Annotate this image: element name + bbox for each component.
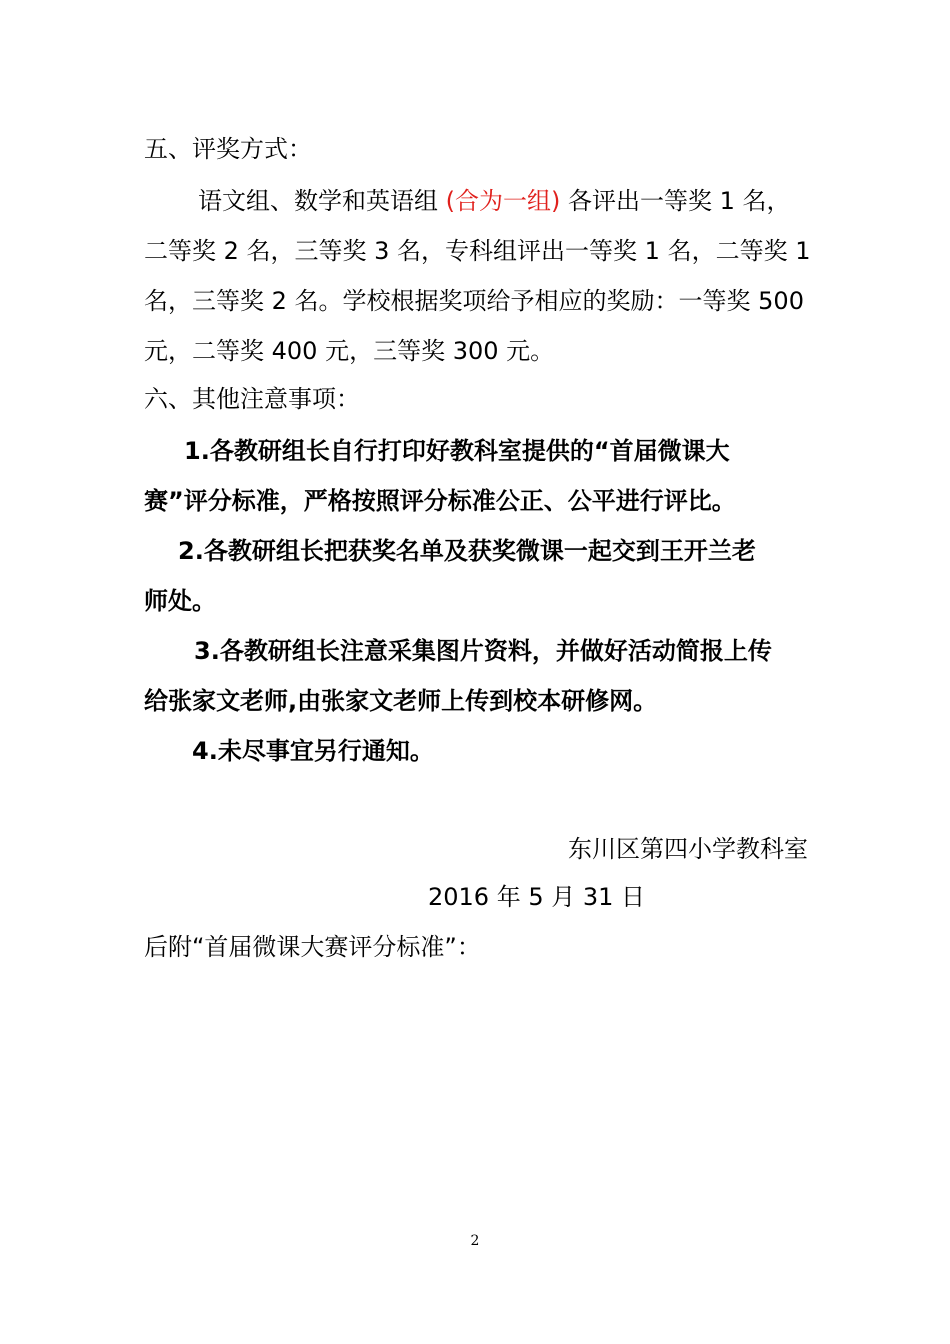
section5-paragraph-line4: 元，二等奖 400 元，三等奖 300 元。 bbox=[144, 337, 555, 365]
signature-org: 东川区第四小学教科室 bbox=[568, 835, 808, 863]
section5-heading: 五、评奖方式： bbox=[144, 135, 312, 163]
section5-paragraph-line1 bbox=[144, 184, 808, 218]
notice-item2-line2: 师处。 bbox=[144, 587, 216, 615]
section5-text-a: 语文组、数学和英语组 bbox=[198, 187, 438, 215]
notice-item1-line2: 赛”评分标准，严格按照评分标准公正、公平进行评比。 bbox=[144, 487, 736, 515]
notice-item1-line1: 1.各教研组长自行打印好教科室提供的“首届微课大 bbox=[184, 437, 730, 465]
notice-item3-line1: 3.各教研组长注意采集图片资料，并做好活动简报上传 bbox=[194, 637, 772, 665]
signature-date: 2016 年 5 月 31 日 bbox=[428, 883, 646, 911]
section5-paragraph-line2: 二等奖 2 名，三等奖 3 名，专科组评出一等奖 1 名，二等奖 1 bbox=[144, 237, 811, 265]
notice-item4: 4.未尽事宜另行通知。 bbox=[192, 737, 434, 765]
section5-paragraph-line3: 名，三等奖 2 名。学校根据奖项给予相应的奖励：一等奖 500 bbox=[144, 287, 804, 315]
section6-heading: 六、其他注意事项： bbox=[144, 385, 360, 413]
page-number: 2 bbox=[470, 1233, 480, 1249]
section5-text-b: 各评出一等奖 1 名， bbox=[568, 187, 791, 215]
notice-item3-line2: 给张家文老师,由张家文老师上传到校本研修网。 bbox=[144, 687, 658, 715]
section5-red-note: (合为一组) bbox=[445, 187, 561, 215]
appendix-note: 后附“首届微课大赛评分标准”： bbox=[144, 933, 481, 961]
notice-item2-line1: 2.各教研组长把获奖名单及获奖微课一起交到王开兰老 bbox=[178, 537, 756, 565]
